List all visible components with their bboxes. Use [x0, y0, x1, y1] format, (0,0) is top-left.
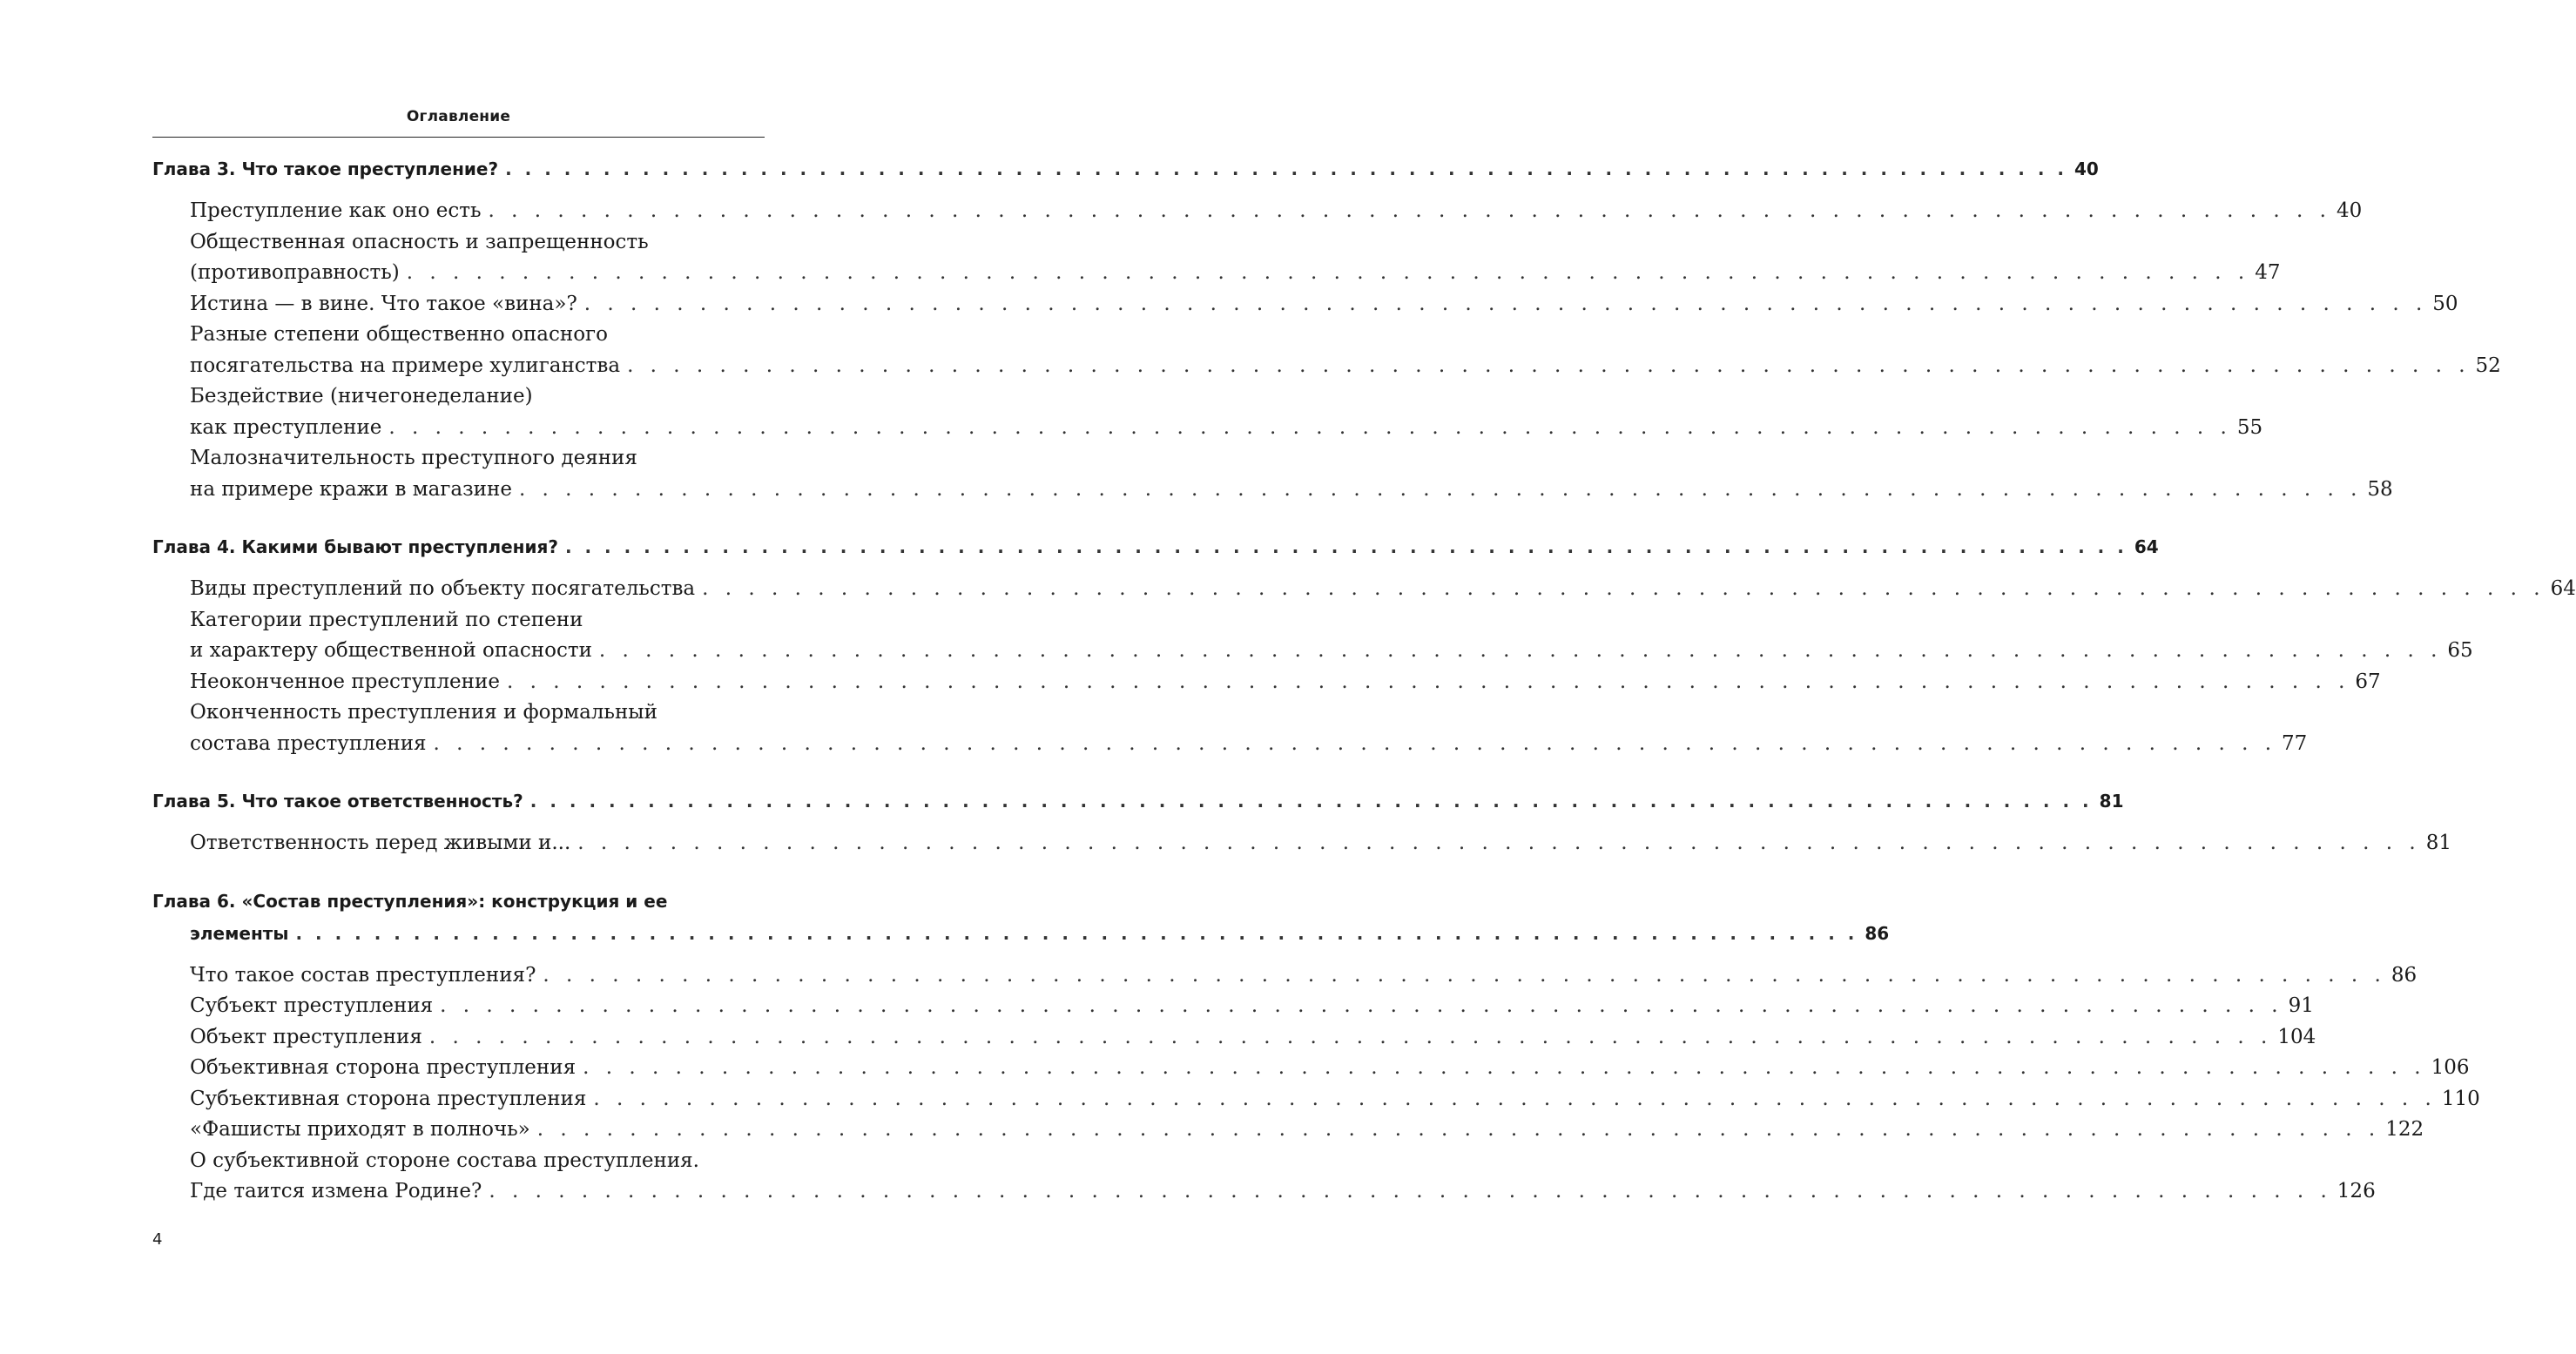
chapter-title-line: [152, 785, 2124, 818]
toc-entry-page-number: 110: [2441, 1087, 2480, 1110]
toc-entry-line: [190, 1084, 2480, 1115]
toc-entry-text: О субъективной стороне состава преступления.: [190, 1149, 699, 1172]
toc-entry-text: Категории преступлений по степени: [190, 608, 583, 631]
dot-leader: . . . . . . . . . . . . . . . . . . . . . . . . . . . . . . . . . . . . . . . . . . . . . . . . . . . . . . . . . . . . . . . . . . . . . . . . . . . . . . . .: [518, 477, 2363, 501]
toc-entry[interactable]: [152, 1084, 2480, 1115]
toc-chapter: [152, 785, 2452, 859]
toc-entry-line: [190, 636, 2473, 667]
page-number: 4: [152, 1230, 163, 1249]
toc-entry-page-number: 81: [2425, 832, 2452, 854]
toc-entry-page-number: 52: [2475, 354, 2501, 377]
toc-chapter: [152, 153, 2501, 505]
toc-entry-page-number: 55: [2236, 415, 2263, 439]
toc-entry-line: [190, 667, 2381, 698]
dot-leader: . . . . . . . . . . . . . . . . . . . . . . . . . . . . . . . . . . . . . . . . . . . . . . . . . . . . . . . . . . . . . . . . . . . . . . . . . . . . . . . .: [506, 670, 2350, 693]
dot-leader: . . . . . . . . . . . . . . . . . . . . . . . . . . . . . . . . . . . . . . . . . . . . . . . . . . . . . . . . . . . . . . . . . . . . . . . . . . . . . . . .: [529, 791, 2093, 812]
toc-entry-page-number: 58: [2367, 477, 2393, 501]
toc-entry-text: Преступление как оно есть: [190, 199, 482, 222]
toc-entry-page-number: 77: [2282, 731, 2308, 755]
dot-leader: . . . . . . . . . . . . . . . . . . . . . . . . . . . . . . . . . . . . . . . . . . . . . . . . . . . . . . . . . . . . . . . . . . . . . . . . . . . . . . . .: [388, 415, 2232, 439]
toc-entry-text: на примере кражи в магазине: [190, 477, 512, 501]
dot-leader: . . . . . . . . . . . . . . . . . . . . . . . . . . . . . . . . . . . . . . . . . . . . . . . . . . . . . . . . . . . . . . . . . . . . . . . . . . . . . . . .: [489, 1180, 2332, 1202]
toc-entry[interactable]: [152, 605, 2473, 667]
toc-entry[interactable]: [152, 1115, 2424, 1146]
toc-entry[interactable]: [152, 960, 2418, 992]
toc-entry-line: [190, 196, 2363, 227]
toc-entry-line: [190, 729, 2308, 760]
toc-entry-page-number: 91: [2288, 994, 2314, 1017]
toc-entry[interactable]: [152, 227, 2281, 289]
chapter-title[interactable]: [152, 785, 2124, 818]
toc-entry-page-number: 86: [2391, 963, 2418, 987]
chapter-title-text: Глава 6. «Состав преступления»: конструкция и ее: [152, 890, 668, 912]
dot-leader: . . . . . . . . . . . . . . . . . . . . . . . . . . . . . . . . . . . . . . . . . . . . . . . . . . . . . . . . . . . . . . . . . . . . . . . . . . . . . . . .: [440, 994, 2283, 1017]
toc-entry-text: Объект преступления: [190, 1025, 422, 1048]
toc-entry-text: Общественная опасность и запрещенность: [190, 230, 649, 253]
toc-entry[interactable]: [152, 381, 2263, 443]
chapter-title-page-number: 64: [2134, 536, 2159, 557]
toc-entry-text: Бездействие (ничегонеделание): [190, 385, 533, 408]
chapter-title-text: Глава 4. Какими бывают преступления?: [152, 536, 558, 557]
toc-entry[interactable]: [152, 1022, 2316, 1054]
dot-leader: . . . . . . . . . . . . . . . . . . . . . . . . . . . . . . . . . . . . . . . . . . . . . . . . . . . . . . . . . . . . . . . . . . . . . . . . . . . . . . . .: [583, 1056, 2426, 1079]
chapter-title-line: [152, 153, 2099, 185]
toc-entry-text: Субъект преступления: [190, 994, 434, 1017]
toc-entry-text: Неоконченное преступление: [190, 670, 500, 693]
chapter-title-page-number: 81: [2099, 791, 2124, 812]
toc-entry-text: Ответственность перед живыми и...: [190, 832, 571, 854]
chapter-title[interactable]: [152, 886, 1890, 950]
dot-leader: . . . . . . . . . . . . . . . . . . . . . . . . . . . . . . . . . . . . . . . . . . . . . . . . . . . . . . . . . . . . . . . . . . . . . . . . . . . . . . . .: [428, 1025, 2273, 1048]
toc-entry-page-number: 126: [2337, 1180, 2376, 1202]
chapter-items: [152, 828, 2452, 859]
toc-entry[interactable]: [152, 574, 2576, 605]
toc-entry-line: [190, 1176, 2376, 1208]
chapter-items: [152, 196, 2501, 505]
toc-entry-page-number: 64: [2550, 577, 2576, 600]
dot-leader: . . . . . . . . . . . . . . . . . . . . . . . . . . . . . . . . . . . . . . . . . . . . . . . . . . . . . . . . . . . . . . . . . . . . . . . . . . . . . . . .: [488, 199, 2331, 222]
chapter-title-text: Глава 5. Что такое ответственность?: [152, 791, 523, 812]
chapter-title-text: Глава 3. Что такое преступление?: [152, 158, 499, 179]
toc-entry[interactable]: [152, 828, 2452, 859]
dot-leader: . . . . . . . . . . . . . . . . . . . . . . . . . . . . . . . . . . . . . . . . . . . . . . . . . . . . . . . . . . . . . . . . . . . . . . . . . . . . . . . .: [536, 1118, 2381, 1141]
dot-leader: . . . . . . . . . . . . . . . . . . . . . . . . . . . . . . . . . . . . . . . . . . . . . . . . . . . . . . . . . . . . . . . . . . . . . . . . . . . . . . . .: [295, 922, 1858, 944]
toc-entry[interactable]: [152, 196, 2363, 227]
toc-entry-text: Виды преступлений по объекту посягательства: [190, 577, 696, 600]
toc-entry[interactable]: [152, 667, 2381, 698]
toc-entry[interactable]: [152, 991, 2314, 1022]
toc-entry-page-number: 104: [2277, 1025, 2316, 1048]
toc-entry[interactable]: [152, 1053, 2470, 1084]
toc-entry[interactable]: [152, 697, 2308, 759]
chapter-items: [152, 960, 2480, 1208]
dot-leader: . . . . . . . . . . . . . . . . . . . . . . . . . . . . . . . . . . . . . . . . . . . . . . . . . . . . . . . . . . . . . . . . . . . . . . . . . . . . . . . .: [505, 158, 2067, 179]
dot-leader: . . . . . . . . . . . . . . . . . . . . . . . . . . . . . . . . . . . . . . . . . . . . . . . . . . . . . . . . . . . . . . . . . . . . . . . . . . . . . . . .: [543, 963, 2386, 987]
toc-entry[interactable]: [152, 289, 2458, 320]
toc-entry-page-number: 122: [2385, 1118, 2424, 1141]
toc-entry-page-number: 65: [2447, 639, 2473, 662]
toc-entry-line: [190, 574, 2576, 605]
toc-entry-line: [190, 289, 2458, 320]
chapter-items: [152, 574, 2576, 759]
toc-entry[interactable]: [152, 320, 2501, 381]
toc-chapter: [152, 531, 2576, 759]
dot-leader: . . . . . . . . . . . . . . . . . . . . . . . . . . . . . . . . . . . . . . . . . . . . . . . . . . . . . . . . . . . . . . . . . . . . . . . . . . . . . . . .: [583, 292, 2428, 315]
toc-entry-text: Субъективная сторона преступления: [190, 1087, 587, 1110]
toc-entry-page-number: 106: [2431, 1056, 2470, 1079]
chapter-title-continuation: [152, 918, 1890, 950]
dot-leader: . . . . . . . . . . . . . . . . . . . . . . . . . . . . . . . . . . . . . . . . . . . . . . . . . . . . . . . . . . . . . . . . . . . . . . . . . . . . . . . .: [406, 261, 2250, 284]
chapter-title[interactable]: [152, 531, 2159, 563]
toc-entry-line: [190, 991, 2314, 1022]
chapter-title-line: [152, 531, 2159, 563]
toc-entry-text: Истина — в вине. Что такое «вина»?: [190, 292, 577, 315]
toc-entry[interactable]: [152, 1146, 2376, 1208]
chapter-title[interactable]: [152, 153, 2099, 185]
toc-entry-page-number: 50: [2432, 292, 2458, 315]
toc-entry-line: [190, 351, 2501, 382]
toc-entry-page-number: 47: [2255, 261, 2281, 284]
toc-entry-text: Малозначительность преступного деяния: [190, 447, 637, 469]
header-rule: [152, 137, 765, 138]
toc-entry-line: [190, 475, 2393, 506]
toc-entry-line: [190, 258, 2281, 289]
toc-chapter: [152, 886, 2480, 1208]
chapter-title-text: элементы: [190, 922, 289, 944]
toc-entry-page-number: 40: [2336, 199, 2363, 222]
toc-entry-page-number: 67: [2355, 670, 2381, 693]
chapter-title-page-number: 40: [2074, 158, 2099, 179]
running-head: Оглавление: [406, 108, 511, 125]
dot-leader: . . . . . . . . . . . . . . . . . . . . . . . . . . . . . . . . . . . . . . . . . . . . . . . . . . . . . . . . . . . . . . . . . . . . . . . . . . . . . . . .: [598, 639, 2443, 662]
toc-entry-text: и характеру общественной опасности: [190, 639, 592, 662]
toc-entry-line: [190, 1115, 2424, 1146]
toc-entry-text: «Фашисты приходят в полночь»: [190, 1118, 530, 1141]
toc-entry-line: [190, 828, 2452, 859]
toc-entry[interactable]: [152, 443, 2393, 505]
toc-entry-text: Где таится измена Родине?: [190, 1180, 482, 1202]
toc-entry-text: (противоправность): [190, 261, 400, 284]
toc-entry-text: как преступление: [190, 415, 382, 439]
chapter-title-page-number: 86: [1865, 922, 1890, 944]
toc-entry-text: посягательства на примере хулиганства: [190, 354, 621, 377]
dot-leader: . . . . . . . . . . . . . . . . . . . . . . . . . . . . . . . . . . . . . . . . . . . . . . . . . . . . . . . . . . . . . . . . . . . . . . . . . . . . . . . .: [564, 536, 2128, 557]
dot-leader: . . . . . . . . . . . . . . . . . . . . . . . . . . . . . . . . . . . . . . . . . . . . . . . . . . . . . . . . . . . . . . . . . . . . . . . . . . . . . . . .: [702, 577, 2546, 600]
toc-entry-text: Объективная сторона преступления: [190, 1056, 577, 1079]
table-of-contents: [152, 153, 2576, 1234]
toc-entry-text: состава преступления: [190, 731, 427, 755]
toc-entry-line: [190, 960, 2418, 992]
toc-entry-text: Что такое состав преступления?: [190, 963, 536, 987]
toc-entry-text: Оконченность преступления и формальный: [190, 701, 657, 724]
chapter-title-line: [190, 918, 1890, 950]
toc-entry-line: [190, 413, 2263, 444]
toc-entry-line: [190, 1022, 2316, 1054]
dot-leader: . . . . . . . . . . . . . . . . . . . . . . . . . . . . . . . . . . . . . . . . . . . . . . . . . . . . . . . . . . . . . . . . . . . . . . . . . . . . . . . .: [433, 731, 2277, 755]
toc-entry-text: Разные степени общественно опасного: [190, 323, 608, 346]
dot-leader: . . . . . . . . . . . . . . . . . . . . . . . . . . . . . . . . . . . . . . . . . . . . . . . . . . . . . . . . . . . . . . . . . . . . . . . . . . . . . . . .: [577, 832, 2421, 854]
dot-leader: . . . . . . . . . . . . . . . . . . . . . . . . . . . . . . . . . . . . . . . . . . . . . . . . . . . . . . . . . . . . . . . . . . . . . . . . . . . . . . . .: [593, 1087, 2437, 1110]
dot-leader: . . . . . . . . . . . . . . . . . . . . . . . . . . . . . . . . . . . . . . . . . . . . . . . . . . . . . . . . . . . . . . . . . . . . . . . . . . . . . . . .: [627, 354, 2471, 377]
toc-entry-line: [190, 1053, 2470, 1084]
